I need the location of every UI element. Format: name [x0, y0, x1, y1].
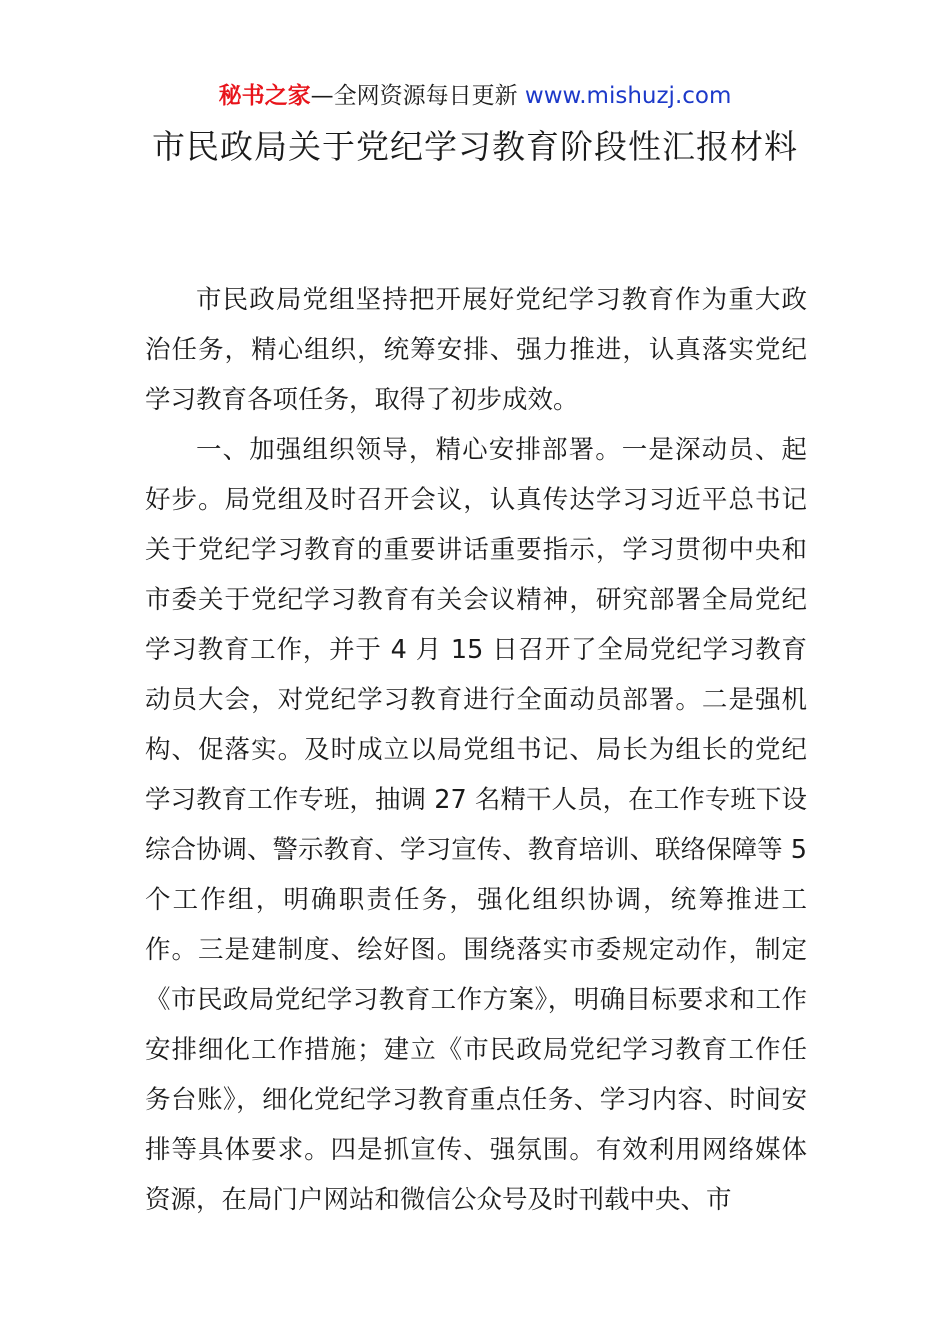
site-url-link[interactable]: www.mishuzj.com	[524, 83, 732, 109]
section-one-paragraph: 一、加强组织领导，精心安排部署。一是深动员、起好步。局党组及时召开会议，认真传达学习习近平总书记关于党纪学习教育的重要讲话重要指示，学习贯彻中央和市委关于党纪学习教育有关会议精神，研究部署全局党纪学习教育工作，并于 4 月 15 日召开了全局党纪学习教育动员大会，对党纪学习教育进行全面动员部署。二是强机构、促落实。及时成立以局党组书记、局长为组长的党纪学习教育工作专班，抽调 27 名精干人员，在工作专班下设综合协调、警示教育、学习宣传、教育培训、联络保障等 5 个工作组，明确职责任务，强化组织协调，统筹推进工作。三是建制度、绘好图。围绕落实市委规定动作，制定《市民政局党纪学习教育工作方案》，明确目标要求和工作安排细化工作措施；建立《市民政局党纪学习教育工作任务台账》，细化党纪学习教育重点任务、学习内容、时间安排等具体要求。四是抓宣传、强氛围。有效利用网络媒体资源，在局门户网站和微信公众号及时刊载中央、市	[145, 435, 807, 1215]
intro-paragraph: 市民政局党组坚持把开展好党纪学习教育作为重大政治任务，精心组织，统筹安排、强力推进，认真落实党纪学习教育各项任务，取得了初步成效。	[145, 285, 807, 415]
site-brand: 秘书之家	[218, 83, 311, 109]
site-tagline: —全网资源每日更新	[310, 83, 518, 109]
document-title: 市民政局关于党纪学习教育阶段性汇报材料	[152, 127, 798, 166]
document-body	[145, 275, 807, 1225]
site-header	[0, 78, 950, 114]
